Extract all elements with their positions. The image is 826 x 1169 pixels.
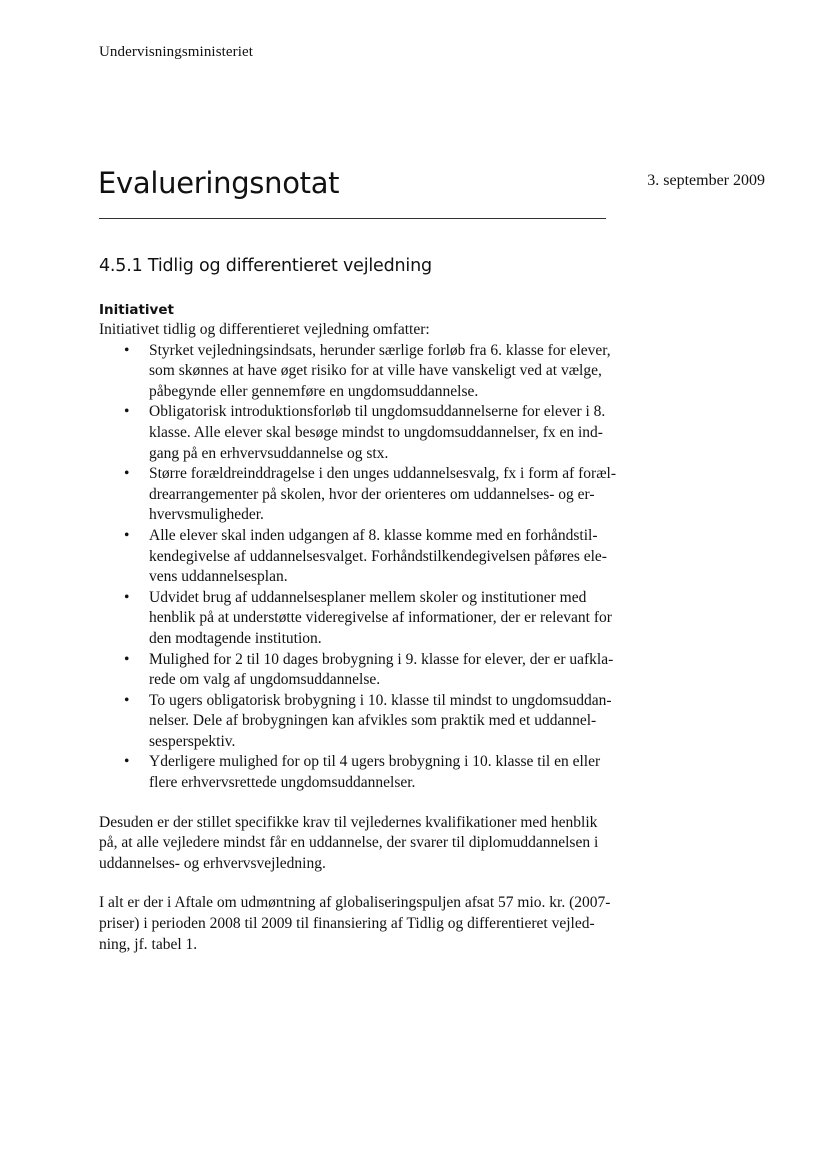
bullet-line: den modtagende institution.: [149, 629, 322, 647]
bullet-item: [99, 691, 639, 753]
bullet-item: [99, 588, 639, 650]
bullet-dot-icon: •: [124, 341, 130, 359]
bullet-dot-icon: •: [124, 465, 130, 483]
bullet-line: Mulighed for 2 til 10 dages brobygning i 9. klasse for elever, der er uafkla-: [149, 650, 614, 668]
bullet-line: Styrket vejledningsindsats, herunder særlige forløb fra 6. klasse for elever,: [149, 341, 611, 359]
ministry-name: Undervisningsministeriet: [99, 44, 254, 60]
paragraph-line: ning, jf. tabel 1.: [99, 935, 198, 953]
bullet-line: påbegynde eller gennemføre en ungdomsuddannelse.: [149, 382, 479, 400]
bullet-dot-icon: •: [124, 526, 130, 544]
bullet-dot-icon: •: [124, 650, 130, 668]
bullet-item: [99, 650, 639, 691]
bullet-item: [99, 752, 639, 793]
bullet-dot-icon: •: [124, 588, 130, 606]
bullet-dot-icon: •: [124, 403, 130, 421]
bullet-line: gang på en erhvervsuddannelse og stx.: [149, 444, 389, 462]
paragraph-line: på, at alle vejledere mindst får en uddannelse, der svarer til diplomuddannelsen i: [99, 834, 599, 852]
intro-text: Initiativet tidlig og differentieret vejledning omfatter:: [99, 321, 430, 338]
bullet-item: [99, 341, 639, 403]
initiative-bullet-list: [99, 341, 639, 794]
bullet-line: klasse. Alle elever skal besøge mindst to ungdomsuddannelser, fx en ind-: [149, 423, 603, 441]
bullet-dot-icon: •: [124, 691, 130, 709]
document-title: Evalueringsnotat: [98, 166, 340, 200]
bullet-item: [99, 402, 639, 464]
section-content: [99, 300, 639, 955]
bullet-line: henblik på at understøtte videregivelse af informationer, der er relevant for: [149, 609, 612, 627]
qualification-paragraph: [99, 813, 639, 875]
bullet-line: Yderligere mulighed for op til 4 ugers brobygning i 10. klasse til en eller: [149, 753, 601, 771]
title-divider: [99, 218, 606, 219]
funding-paragraph: [99, 893, 639, 955]
bullet-line: nelser. Dele af brobygningen kan afvikles som praktik med et uddannel-: [149, 712, 597, 730]
bullet-line: Obligatorisk introduktionsforløb til ungdomsuddannelserne for elever i 8.: [149, 403, 606, 421]
paragraph-line: Desuden er der stillet specifikke krav til vejledernes kvalifikationer med henblik: [99, 813, 598, 831]
bullet-line: Alle elever skal inden udgangen af 8. klasse komme med en forhåndstil-: [149, 526, 598, 544]
paragraph-line: uddannelses- og erhvervsvejledning.: [99, 854, 326, 872]
document-date: 3. september 2009: [647, 172, 765, 189]
bullet-line: drearrangementer på skolen, hvor der orienteres om uddannelses- og er-: [149, 485, 595, 503]
bullet-line: rede om valg af ungdomsuddannelse.: [149, 671, 381, 689]
bullet-dot-icon: •: [124, 753, 130, 771]
bullet-line: kendegivelse af uddannelsesvalget. Forhåndstilkendegivelsen påføres ele-: [149, 547, 607, 565]
bullet-line: sesperspektiv.: [149, 732, 236, 750]
paragraph-line: I alt er der i Aftale om udmøntning af globaliseringspuljen afsat 57 mio. kr. (2007-: [99, 894, 611, 912]
bullet-line: hvervsmuligheder.: [149, 506, 264, 524]
section-heading: 4.5.1 Tidlig og differentieret vejledning: [99, 256, 432, 276]
bullet-line: som skønnes at have øget risiko for at ville have vanskeligt ved at vælge,: [149, 362, 602, 380]
paragraph-line: priser) i perioden 2008 til 2009 til finansiering af Tidlig og differentieret vejled-: [99, 915, 595, 933]
bullet-line: To ugers obligatorisk brobygning i 10. klasse til mindst to ungdomsuddan-: [149, 691, 612, 709]
bullet-line: flere erhvervsrettede ungdomsuddannelser.: [149, 774, 416, 792]
bullet-line: Større forældreinddragelse i den unges uddannelsesvalg, fx i form af foræl-: [149, 465, 617, 483]
subheading-initiativet: Initiativet: [99, 302, 174, 318]
bullet-line: vens uddannelsesplan.: [149, 568, 288, 586]
bullet-item: [99, 526, 639, 588]
bullet-line: Udvidet brug af uddannelsesplaner mellem skoler og institutioner med: [149, 588, 587, 606]
bullet-item: [99, 464, 639, 526]
